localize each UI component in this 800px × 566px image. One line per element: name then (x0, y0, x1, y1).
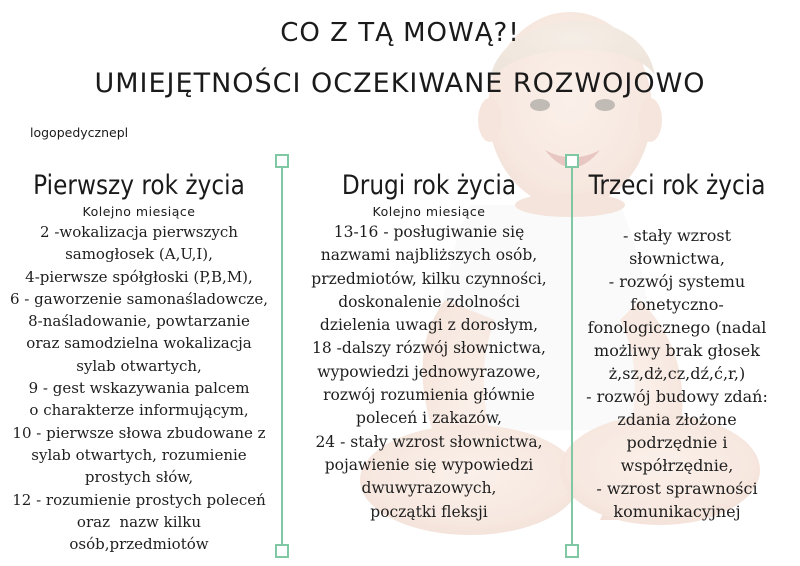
column-third-year (574, 170, 780, 523)
column-line: fonologicznego (nadal (587, 318, 767, 337)
column-line: poleceń i zakazów, (356, 409, 502, 428)
column-line: - stały wzrost (622, 226, 732, 245)
column-second-year (284, 170, 574, 524)
column-line: 10 - pierwsze słowa zbudowane z (12, 423, 266, 442)
page-title-line-1: CO Z TĄ MOWĄ?! (280, 18, 520, 48)
column-line: 8-naśladowanie, powtarzanie (28, 312, 250, 331)
column-line: 12 - rozumienie prostych poleceń (12, 490, 266, 509)
column-body (284, 221, 574, 524)
column-line: dwuwyrazowych, (361, 479, 497, 498)
column-line: nazwami najbliższych osób, (320, 246, 538, 265)
column-line: słownictwa, (629, 249, 725, 268)
column-line: pojawienie się wypowiedzi (324, 455, 534, 474)
column-line: wypowiedzi jednowyrazowe, (317, 362, 541, 381)
column-subheading: Kolejno miesiące (372, 204, 486, 219)
column-line: początki fleksji (370, 502, 488, 521)
column-line: - rozwój systemu (608, 272, 746, 291)
column-line: dzielenia uwagi z dorosłym, (319, 316, 539, 335)
column-line: zdania złożone (617, 410, 737, 429)
column-body (0, 221, 278, 555)
column-first-year (0, 170, 278, 555)
column-line: sylab otwartych, (76, 356, 202, 375)
column-line: rozwój rozumienia głównie (323, 386, 535, 405)
column-line: 6 - gaworzenie samonaśladowcze, (10, 289, 268, 308)
column-line: fonetyczno- (630, 295, 724, 314)
divider-marker-right-bottom (565, 544, 579, 558)
column-line: osób,przedmiotów (69, 535, 209, 554)
column-heading: Pierwszy rok życia (33, 170, 245, 201)
column-subheading: Kolejno miesiące (82, 204, 196, 219)
column-line: oraz samodzielna wokalizacja (26, 334, 252, 353)
column-line: 4-pierwsze spółgłoski (P,B,M), (25, 267, 253, 286)
column-line: możliwy brak głosek (594, 341, 760, 360)
column-line: oraz nazw kilku (76, 512, 202, 531)
column-line: o charakterze informującym, (29, 401, 249, 420)
author-handle: logopedycznepl (30, 125, 129, 140)
divider-line-left (281, 166, 283, 550)
column-line: podrzędnie i (626, 433, 728, 452)
column-line: samogłosek (A,U,I), (65, 245, 213, 264)
column-line: prostych słów, (84, 468, 194, 487)
column-line: 18 -dalszy rózwój słownictwa, (312, 339, 546, 358)
column-line: współrzędnie, (620, 456, 734, 475)
column-line: - wzrost sprawności (596, 479, 758, 498)
divider-marker-right-top (565, 154, 579, 168)
column-line: przedmiotów, kilku czynności, (311, 269, 547, 288)
column-body (574, 224, 780, 523)
column-line: - rozwój budowy zdań: (586, 387, 768, 406)
column-heading: Trzeci rok życia (588, 170, 766, 201)
column-line: 9 - gest wskazywania palcem (28, 379, 250, 398)
column-line: 24 - stały wzrost słownictwa, (315, 432, 543, 451)
column-line: komunikacyjnej (613, 502, 741, 521)
divider-marker-left-top (275, 154, 289, 168)
column-line: ż,sz,dż,cz,dź,ć,r,) (608, 364, 746, 383)
column-line: 13-16 - posługiwanie się (333, 223, 525, 241)
page-title-line-2: UMIEJĘTNOŚCI OCZEKIWANE ROZWOJOWO (94, 68, 706, 99)
column-line: 2 -wokalizacja pierwszych (40, 223, 238, 241)
column-heading: Drugi rok życia (341, 170, 517, 201)
column-line: sylab otwartych, rozumienie (31, 445, 247, 464)
column-line: doskonalenie zdolności (338, 292, 520, 311)
